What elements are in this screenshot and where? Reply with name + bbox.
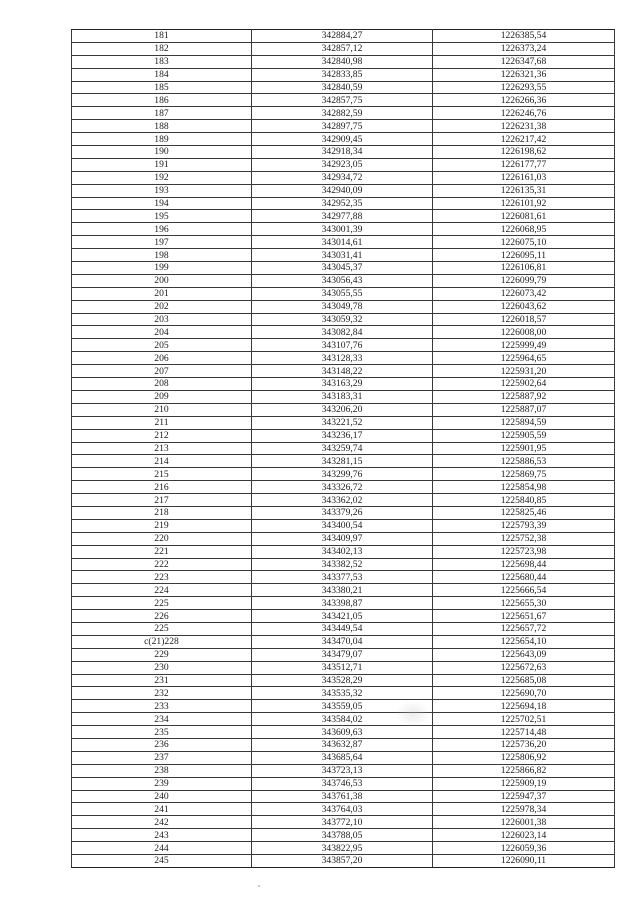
y-coordinate-cell: 1225866,82 <box>433 764 615 777</box>
point-number-cell: 219 <box>72 519 252 532</box>
x-coordinate-cell: 343512,71 <box>252 661 433 674</box>
x-coordinate-cell: 343128,33 <box>252 352 433 365</box>
x-coordinate-cell: 343362,02 <box>252 494 433 507</box>
table-row <box>72 545 615 558</box>
x-coordinate-cell: 343001,39 <box>252 223 433 236</box>
y-coordinate-cell: 1225854,98 <box>433 481 615 494</box>
point-number-cell: 245 <box>72 855 252 868</box>
y-coordinate-cell: 1225825,46 <box>433 506 615 519</box>
table-row <box>72 365 615 378</box>
table-row <box>72 416 615 429</box>
y-coordinate-cell: 1226073,42 <box>433 287 615 300</box>
x-coordinate-cell: 343449,54 <box>252 622 433 635</box>
scan-smudge <box>395 700 431 728</box>
x-coordinate-cell: 342840,59 <box>252 81 433 94</box>
y-coordinate-cell: 1225680,44 <box>433 571 615 584</box>
point-number-cell: 186 <box>72 94 252 107</box>
y-coordinate-cell: 1225666,54 <box>433 584 615 597</box>
point-number-cell: 205 <box>72 339 252 352</box>
point-number-cell: 217 <box>72 494 252 507</box>
x-coordinate-cell: 343082,84 <box>252 326 433 339</box>
table-row <box>72 519 615 532</box>
y-coordinate-cell: 1226008,00 <box>433 326 615 339</box>
x-coordinate-cell: 342909,45 <box>252 133 433 146</box>
table-row <box>72 313 615 326</box>
point-number-cell: 231 <box>72 674 252 687</box>
point-number-cell: 206 <box>72 352 252 365</box>
x-coordinate-cell: 343559,05 <box>252 700 433 713</box>
point-number-cell: 185 <box>72 81 252 94</box>
y-coordinate-cell: 1225902,64 <box>433 378 615 391</box>
x-coordinate-cell: 342884,27 <box>252 30 433 43</box>
y-coordinate-cell: 1226043,62 <box>433 300 615 313</box>
y-coordinate-cell: 1226059,36 <box>433 842 615 855</box>
table-row <box>72 455 615 468</box>
table-row <box>72 326 615 339</box>
y-coordinate-cell: 1225685,08 <box>433 674 615 687</box>
y-coordinate-cell: 1226373,24 <box>433 42 615 55</box>
table-row <box>72 829 615 842</box>
y-coordinate-cell: 1226385,54 <box>433 30 615 43</box>
point-number-cell: 232 <box>72 687 252 700</box>
y-coordinate-cell: 1225894,59 <box>433 416 615 429</box>
table-row <box>72 171 615 184</box>
x-coordinate-cell: 343764,03 <box>252 803 433 816</box>
x-coordinate-cell: 343723,13 <box>252 764 433 777</box>
table-row <box>72 687 615 700</box>
table-row <box>72 287 615 300</box>
table-row <box>72 55 615 68</box>
point-number-cell: 191 <box>72 158 252 171</box>
table-row <box>72 661 615 674</box>
x-coordinate-cell: 342882,59 <box>252 107 433 120</box>
x-coordinate-cell: 343059,32 <box>252 313 433 326</box>
point-number-cell: 220 <box>72 532 252 545</box>
point-number-cell: 202 <box>72 300 252 313</box>
y-coordinate-cell: 1226018,57 <box>433 313 615 326</box>
point-number-cell: 207 <box>72 365 252 378</box>
table-row <box>72 107 615 120</box>
y-coordinate-cell: 1225736,20 <box>433 738 615 751</box>
y-coordinate-cell: 1225947,37 <box>433 790 615 803</box>
y-coordinate-cell: 1226106,81 <box>433 262 615 275</box>
y-coordinate-cell: 1226001,38 <box>433 816 615 829</box>
x-coordinate-cell: 342940,09 <box>252 184 433 197</box>
y-coordinate-cell: 1225672,63 <box>433 661 615 674</box>
x-coordinate-cell: 342833,85 <box>252 68 433 81</box>
x-coordinate-cell: 342897,75 <box>252 120 433 133</box>
table-row <box>72 494 615 507</box>
y-coordinate-cell: 1225698,44 <box>433 558 615 571</box>
table-row <box>72 635 615 648</box>
point-number-cell: 210 <box>72 403 252 416</box>
y-coordinate-cell: 1226081,61 <box>433 210 615 223</box>
table-row <box>72 133 615 146</box>
point-number-cell: 188 <box>72 120 252 133</box>
x-coordinate-cell: 343107,76 <box>252 339 433 352</box>
table-row <box>72 442 615 455</box>
table-row <box>72 738 615 751</box>
x-coordinate-cell: 343221,52 <box>252 416 433 429</box>
x-coordinate-cell: 343045,37 <box>252 262 433 275</box>
y-coordinate-cell: 1226095,11 <box>433 249 615 262</box>
table-row <box>72 403 615 416</box>
table-row <box>72 713 615 726</box>
point-number-cell: 212 <box>72 429 252 442</box>
table-row <box>72 120 615 133</box>
table-row <box>72 558 615 571</box>
y-coordinate-cell: 1226293,55 <box>433 81 615 94</box>
table-row <box>72 146 615 159</box>
y-coordinate-cell: 1226198,62 <box>433 146 615 159</box>
x-coordinate-cell: 343398,87 <box>252 597 433 610</box>
table-row <box>72 790 615 803</box>
x-coordinate-cell: 343056,43 <box>252 274 433 287</box>
point-number-cell: 234 <box>72 713 252 726</box>
y-coordinate-cell: 1225887,07 <box>433 403 615 416</box>
table-row <box>72 571 615 584</box>
table-row <box>72 674 615 687</box>
point-number-cell: 189 <box>72 133 252 146</box>
y-coordinate-cell: 1225714,48 <box>433 726 615 739</box>
table-row <box>72 648 615 661</box>
x-coordinate-cell: 343632,87 <box>252 738 433 751</box>
y-coordinate-cell: 1225886,53 <box>433 455 615 468</box>
table-row <box>72 262 615 275</box>
x-coordinate-cell: 343788,05 <box>252 829 433 842</box>
table-row <box>72 390 615 403</box>
table-row <box>72 429 615 442</box>
point-number-cell: 238 <box>72 764 252 777</box>
point-number-cell: 213 <box>72 442 252 455</box>
point-number-cell: 237 <box>72 751 252 764</box>
point-number-cell: 241 <box>72 803 252 816</box>
x-coordinate-cell: 343761,38 <box>252 790 433 803</box>
point-number-cell: 224 <box>72 584 252 597</box>
y-coordinate-cell: 1225887,92 <box>433 390 615 403</box>
y-coordinate-cell: 1225840,85 <box>433 494 615 507</box>
y-coordinate-cell: 1225702,51 <box>433 713 615 726</box>
table-row <box>72 764 615 777</box>
table-row <box>72 274 615 287</box>
y-coordinate-cell: 1225657,72 <box>433 622 615 635</box>
point-number-cell: 233 <box>72 700 252 713</box>
point-number-cell: 181 <box>72 30 252 43</box>
x-coordinate-cell: 343479,07 <box>252 648 433 661</box>
table-row <box>72 30 615 43</box>
y-coordinate-cell: 1225694,18 <box>433 700 615 713</box>
point-number-cell: 197 <box>72 236 252 249</box>
y-coordinate-cell: 1225931,20 <box>433 365 615 378</box>
x-coordinate-cell: 343380,21 <box>252 584 433 597</box>
x-coordinate-cell: 342918,34 <box>252 146 433 159</box>
point-number-cell: 215 <box>72 468 252 481</box>
table-row <box>72 378 615 391</box>
coordinates-table <box>71 29 615 868</box>
table-row <box>72 197 615 210</box>
table-row <box>72 481 615 494</box>
table-row <box>72 68 615 81</box>
y-coordinate-cell: 1225690,70 <box>433 687 615 700</box>
y-coordinate-cell: 1225869,75 <box>433 468 615 481</box>
y-coordinate-cell: 1225909,19 <box>433 777 615 790</box>
x-coordinate-cell: 343746,53 <box>252 777 433 790</box>
table-row <box>72 751 615 764</box>
x-coordinate-cell: 343584,02 <box>252 713 433 726</box>
point-number-cell: 242 <box>72 816 252 829</box>
y-coordinate-cell: 1226161,03 <box>433 171 615 184</box>
y-coordinate-cell: 1225654,10 <box>433 635 615 648</box>
y-coordinate-cell: 1225978,34 <box>433 803 615 816</box>
table-row <box>72 81 615 94</box>
y-coordinate-cell: 1225752,38 <box>433 532 615 545</box>
point-number-cell: 194 <box>72 197 252 210</box>
table-row <box>72 352 615 365</box>
y-coordinate-cell: 1226177,77 <box>433 158 615 171</box>
point-number-cell: с(21)228 <box>72 635 252 648</box>
point-number-cell: 209 <box>72 390 252 403</box>
y-coordinate-cell: 1225964,65 <box>433 352 615 365</box>
x-coordinate-cell: 343470,04 <box>252 635 433 648</box>
y-coordinate-cell: 1225651,67 <box>433 610 615 623</box>
x-coordinate-cell: 343382,52 <box>252 558 433 571</box>
x-coordinate-cell: 343236,17 <box>252 429 433 442</box>
point-number-cell: 203 <box>72 313 252 326</box>
x-coordinate-cell: 343400,54 <box>252 519 433 532</box>
y-coordinate-cell: 1226266,36 <box>433 94 615 107</box>
point-number-cell: 195 <box>72 210 252 223</box>
table-row <box>72 506 615 519</box>
x-coordinate-cell: 342857,75 <box>252 94 433 107</box>
table-row <box>72 726 615 739</box>
point-number-cell: 226 <box>72 610 252 623</box>
table-row <box>72 339 615 352</box>
y-coordinate-cell: 1225806,92 <box>433 751 615 764</box>
table-row <box>72 622 615 635</box>
x-coordinate-cell: 343402,13 <box>252 545 433 558</box>
x-coordinate-cell: 343014,61 <box>252 236 433 249</box>
point-number-cell: 200 <box>72 274 252 287</box>
y-coordinate-cell: 1225905,59 <box>433 429 615 442</box>
x-coordinate-cell: 343049,78 <box>252 300 433 313</box>
x-coordinate-cell: 343206,20 <box>252 403 433 416</box>
point-number-cell: 187 <box>72 107 252 120</box>
point-number-cell: 225 <box>72 597 252 610</box>
x-coordinate-cell: 342977,88 <box>252 210 433 223</box>
point-number-cell: 239 <box>72 777 252 790</box>
x-coordinate-cell: 343822,95 <box>252 842 433 855</box>
y-coordinate-cell: 1225655,30 <box>433 597 615 610</box>
point-number-cell: 190 <box>72 146 252 159</box>
x-coordinate-cell: 343326,72 <box>252 481 433 494</box>
scan-speck <box>258 885 260 887</box>
x-coordinate-cell: 343163,29 <box>252 378 433 391</box>
x-coordinate-cell: 342857,12 <box>252 42 433 55</box>
y-coordinate-cell: 1226101,92 <box>433 197 615 210</box>
point-number-cell: 244 <box>72 842 252 855</box>
table-row <box>72 700 615 713</box>
table-row <box>72 158 615 171</box>
point-number-cell: 193 <box>72 184 252 197</box>
table-row <box>72 236 615 249</box>
point-number-cell: 222 <box>72 558 252 571</box>
x-coordinate-cell: 343031,41 <box>252 249 433 262</box>
y-coordinate-cell: 1225999,49 <box>433 339 615 352</box>
x-coordinate-cell: 343609,63 <box>252 726 433 739</box>
table-row <box>72 532 615 545</box>
y-coordinate-cell: 1226246,76 <box>433 107 615 120</box>
y-coordinate-cell: 1226099,79 <box>433 274 615 287</box>
x-coordinate-cell: 342923,05 <box>252 158 433 171</box>
table-row <box>72 223 615 236</box>
y-coordinate-cell: 1226217,42 <box>433 133 615 146</box>
point-number-cell: 218 <box>72 506 252 519</box>
point-number-cell: 196 <box>72 223 252 236</box>
point-number-cell: 184 <box>72 68 252 81</box>
table-row <box>72 816 615 829</box>
point-number-cell: 211 <box>72 416 252 429</box>
x-coordinate-cell: 343685,64 <box>252 751 433 764</box>
y-coordinate-cell: 1225901,95 <box>433 442 615 455</box>
y-coordinate-cell: 1226135,31 <box>433 184 615 197</box>
table-row <box>72 94 615 107</box>
point-number-cell: 225 <box>72 622 252 635</box>
y-coordinate-cell: 1225723,98 <box>433 545 615 558</box>
y-coordinate-cell: 1226068,95 <box>433 223 615 236</box>
table-row <box>72 184 615 197</box>
point-number-cell: 192 <box>72 171 252 184</box>
y-coordinate-cell: 1226090,11 <box>433 855 615 868</box>
x-coordinate-cell: 343379,26 <box>252 506 433 519</box>
table-row <box>72 210 615 223</box>
point-number-cell: 183 <box>72 55 252 68</box>
x-coordinate-cell: 343772,10 <box>252 816 433 829</box>
table-row <box>72 777 615 790</box>
table-row <box>72 468 615 481</box>
point-number-cell: 208 <box>72 378 252 391</box>
point-number-cell: 235 <box>72 726 252 739</box>
table-row <box>72 249 615 262</box>
y-coordinate-cell: 1226231,38 <box>433 120 615 133</box>
table-row <box>72 803 615 816</box>
point-number-cell: 221 <box>72 545 252 558</box>
point-number-cell: 236 <box>72 738 252 751</box>
x-coordinate-cell: 343281,15 <box>252 455 433 468</box>
table-row <box>72 855 615 868</box>
point-number-cell: 243 <box>72 829 252 842</box>
point-number-cell: 214 <box>72 455 252 468</box>
table-row <box>72 584 615 597</box>
table-row <box>72 300 615 313</box>
x-coordinate-cell: 342934,72 <box>252 171 433 184</box>
x-coordinate-cell: 343857,20 <box>252 855 433 868</box>
x-coordinate-cell: 343299,76 <box>252 468 433 481</box>
x-coordinate-cell: 343183,31 <box>252 390 433 403</box>
point-number-cell: 201 <box>72 287 252 300</box>
table-row <box>72 597 615 610</box>
coordinates-table-body <box>72 30 615 868</box>
table-row <box>72 42 615 55</box>
x-coordinate-cell: 343421,05 <box>252 610 433 623</box>
point-number-cell: 240 <box>72 790 252 803</box>
x-coordinate-cell: 342840,98 <box>252 55 433 68</box>
x-coordinate-cell: 343055,55 <box>252 287 433 300</box>
y-coordinate-cell: 1226075,10 <box>433 236 615 249</box>
y-coordinate-cell: 1225793,39 <box>433 519 615 532</box>
y-coordinate-cell: 1226321,36 <box>433 68 615 81</box>
point-number-cell: 199 <box>72 262 252 275</box>
x-coordinate-cell: 343148,22 <box>252 365 433 378</box>
point-number-cell: 182 <box>72 42 252 55</box>
x-coordinate-cell: 343535,32 <box>252 687 433 700</box>
table-row <box>72 610 615 623</box>
point-number-cell: 223 <box>72 571 252 584</box>
x-coordinate-cell: 343259,74 <box>252 442 433 455</box>
x-coordinate-cell: 343409,97 <box>252 532 433 545</box>
y-coordinate-cell: 1225643,09 <box>433 648 615 661</box>
point-number-cell: 230 <box>72 661 252 674</box>
y-coordinate-cell: 1226023,14 <box>433 829 615 842</box>
point-number-cell: 198 <box>72 249 252 262</box>
x-coordinate-cell: 342952,35 <box>252 197 433 210</box>
x-coordinate-cell: 343377,53 <box>252 571 433 584</box>
y-coordinate-cell: 1226347,68 <box>433 55 615 68</box>
x-coordinate-cell: 343528,29 <box>252 674 433 687</box>
point-number-cell: 216 <box>72 481 252 494</box>
table-row <box>72 842 615 855</box>
point-number-cell: 204 <box>72 326 252 339</box>
point-number-cell: 229 <box>72 648 252 661</box>
